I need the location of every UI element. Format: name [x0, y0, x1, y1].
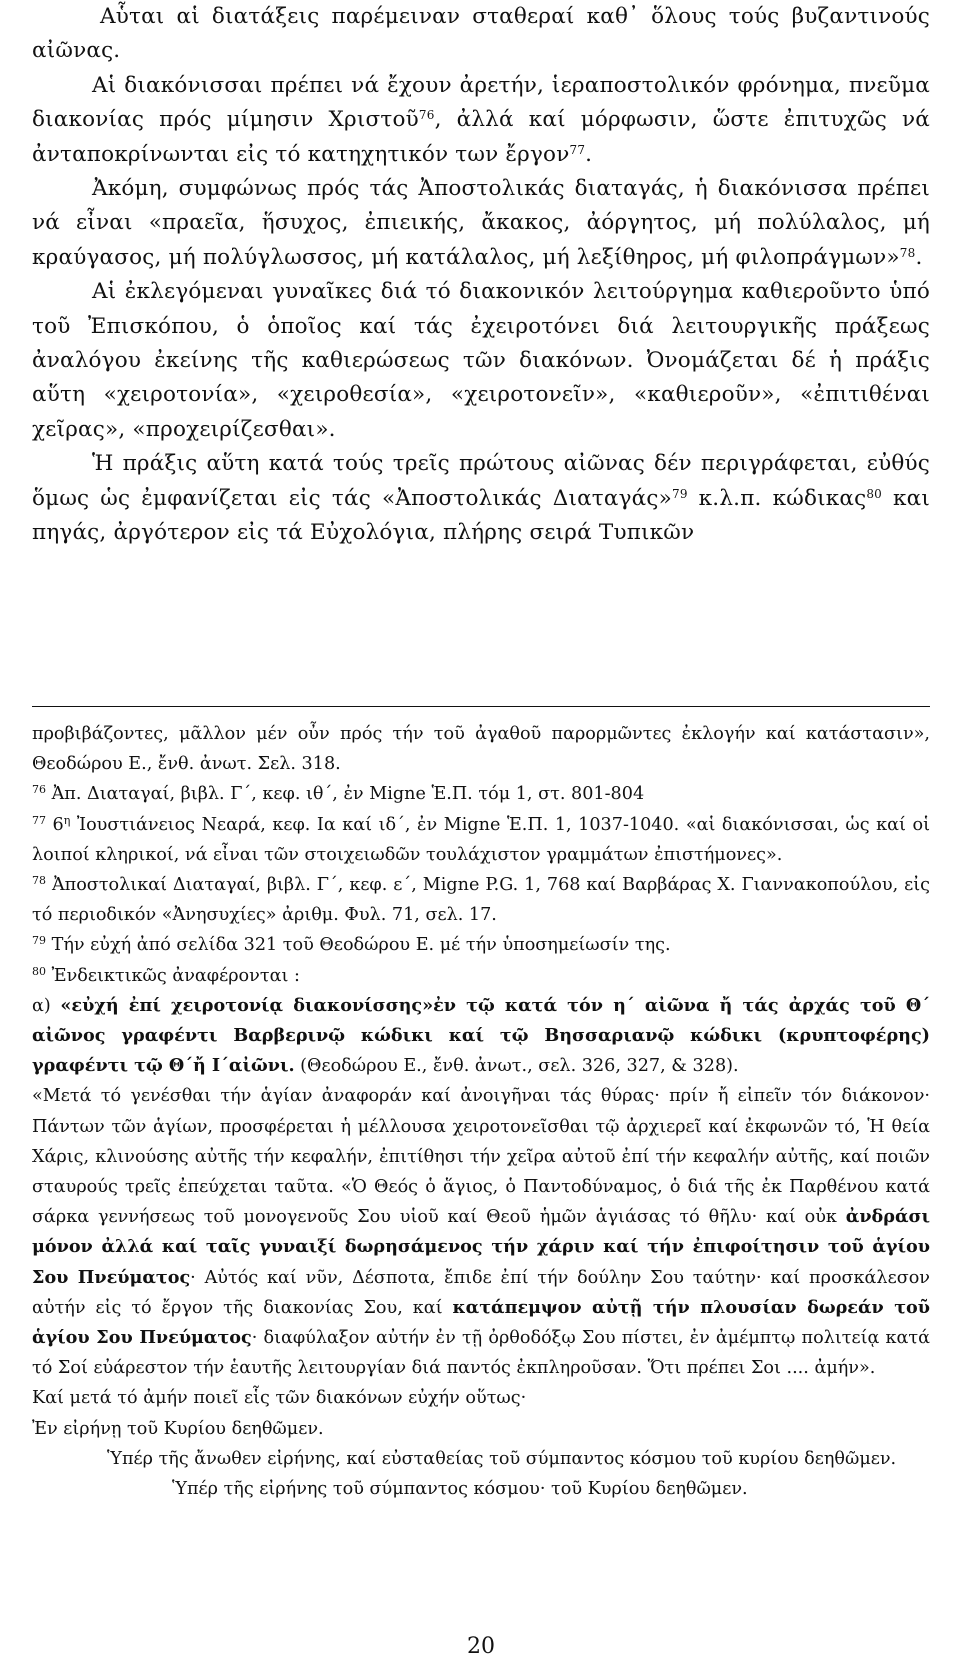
document-page [32, 0, 930, 1672]
footnote-77-number: 77 [32, 813, 46, 827]
prayer-bold-1: ἀνδράσι μόνον ἀλλά καί ταῖς γυναιξί δωρησάμενος τήν χάριν καί τήν ἐπιφοίτησιν τοῦ ἁγίου Σου Πνεύματος [32, 1206, 930, 1288]
paragraph-5-text-b: κ.λ.π. κώδικας [687, 485, 867, 511]
paragraph-4 [32, 275, 930, 447]
footnote-77-ordinal-sup: η [63, 813, 71, 827]
litany-line-3: Ὑπέρ τῆς ἄνωθεν εἰρήνης, καί εὐσταθείας τοῦ σύμπαντος κόσμου τοῦ κυρίου δεηθῶμεν. [107, 1448, 897, 1469]
footnote-79-number: 79 [32, 934, 46, 948]
paragraph-4-text: Αἱ ἐκλεγόμεναι γυναῖκες διά τό διακονικόν λειτούργημα καθιεροῦντο ὑπό τοῦ Ἐπισκόπου, ὁ ὁποῖος καί τάς ἐχειροτόνει διά λειτουργικῆς πράξεως ἀναλόγου ἐκείνης τῆς καθιερώσεως τῶν διακόνων. Ὀνομάζεται δέ ἡ πράξις αὕτη «χειροτονία», «χειροθεσία», «χειροτονεῖν», «καθιεροῦν», «ἐπιτιθέναι χεῖρας», «προχειρίζεσθαι». [32, 279, 930, 442]
main-text [32, 0, 930, 551]
paragraph-5-text-c: και πηγάς, ἀργότερον εἰς τά Εὐχολόγια, πλήρης σειρά Τυπικῶν [32, 485, 930, 546]
paragraph-2 [32, 69, 930, 172]
page-number: 20 [467, 1634, 495, 1659]
footnote-ref-79[interactable]: 79 [671, 486, 688, 501]
litany-line-4: Ὑπέρ τῆς εἰρήνης τοῦ σύμπαντος κόσμου· τοῦ Κυρίου δεηθῶμεν. [172, 1479, 748, 1500]
prayer-part-3: · διαφύλαξον αὐτήν ἐν τῇ ὀρθοδόξῳ Σου πίστει, ἐν ἀμέμπτῳ πολιτείᾳ κατά τό Σοί εὐάρεστον τήν ἑαυτῆς λειτουργίαν διά παντός ἐκπληροῦσαν. Ὅτι πρέπει Σοι .... ἀμήν». [32, 1328, 930, 1379]
litany-line-1: Καί μετά τό ἀμήν ποιεῖ εἷς τῶν διακόνων εὐχήν οὕτως· [32, 1388, 527, 1409]
footnote-76-number: 76 [32, 783, 46, 797]
paragraph-2-text-b: , ἀλλά καί μόρφωσιν, ὥστε ἐπιτυχῶς νά ἀνταποκρίνωνται εἰς τό κατηχητικόν των ἔργον [32, 107, 930, 167]
footnote-77-text: Ἰουστιάνειος Νεαρά, κεφ. Ια καί ιδ΄, ἐν Migne Ἑ.Π. 1, 1037-1040. «αἱ διακόνισσαι, ὡς καί οἱ λοιποί κληρικοί, νά εἶναι τῶν στοιχειωδῶν τουλάχιστον γραμμάτων ἐπιστήμονες». [32, 814, 930, 865]
footnote-76 [32, 779, 930, 809]
footnote-78 [32, 870, 930, 930]
paragraph-3 [32, 172, 930, 275]
footnote-80-item-a [32, 991, 930, 1082]
paragraph-3-text: Ἀκόμη, συμφώνως πρός τάς Ἀποστολικάς διαταγάς, ἡ διακόνισσα πρέπει νά εἶναι «πραεῖα, ἥσυχος, ἐπιεικής, ἄκακος, ἀόργητος, μή πολύλαλος, μή κραύγασος, μή πολύγλωσσος, μή κατάλαλος, μή λεξίθηρος, μή φιλοπράγμων» [32, 176, 930, 270]
prayer-bold-2: κατάπεμψον αὐτῇ τήν πλουσίαν δωρεάν τοῦ ἁγίου Σου Πνεύματος [32, 1296, 930, 1349]
footnote-80-text: Ἐνδεικτικῶς ἀναφέρονται : [46, 965, 300, 986]
footnote-80 [32, 961, 930, 991]
footnote-continuation: προβιβάζοντες, μᾶλλον μέν οὖν πρός τήν τοῦ ἀγαθοῦ παρορμῶντες ἐκλογήν καί κατάστασιν», Θεοδώρου Ε., ἔνθ. ἀνωτ. Σελ. 318. [32, 724, 930, 775]
paragraph-1-text: Αὗται αἱ διατάξεις παρέμειναν σταθεραί καθ᾽ ὅλους τούς βυζαντινούς αἰῶνας. [32, 4, 930, 64]
paragraph-5-text: Ἡ πράξις αὕτη κατά τούς τρεῖς πρώτους αἰῶνας δέν περιγράφεται, εὐθύς ὅμως ὡς ἐμφανίζεται εἰς τάς «Ἀποστολικάς Διαταγάς» [32, 451, 930, 511]
item-a-bold: «εὐχή ἐπί χειροτονίᾳ διακονίσσης»ἐν τῷ κατά τόν η΄ αἰῶνα ἤ τάς ἀρχάς τοῦ Θ΄ αἰῶνος γραφέντι Βαρβερινῷ κώδικι καί τῷ Βησσαριανῷ κώδικι (κρυπτοφέρης) γραφέντι τῷ Θ΄ἤ Ι΄αἰῶνι. [32, 994, 930, 1077]
footnote-79-text: Τήν εὐχή ἀπό σελίδα 321 τοῦ Θεοδώρου Ε. μέ τήν ὑποσημείωσίν της. [46, 935, 671, 956]
paragraph-5 [32, 447, 930, 550]
prayer-text [32, 1081, 930, 1383]
footnotes [32, 719, 930, 1504]
footnote-ref-80[interactable]: 80 [866, 486, 882, 501]
litany-line-2: Ἐν εἰρήνῃ τοῦ Κυρίου δεηθῶμεν. [32, 1418, 324, 1439]
prayer-part-1: «Μετά τό γενέσθαι τήν ἁγίαν ἀναφοράν καί ἀνοιγῆναι τάς θύρας· πρίν ἤ εἰπεῖν τόν διάκονον· Πάντων τῶν ἁγίων, προσφέρεται ἡ μέλλουσα χειροτονεῖσθαι τῷ ἀρχιερεῖ καί ἐκφωνῶν τό, Ἡ θεία Χάρις, κλινούσης αὐτῆς τήν κεφαλήν, ἐπιτίθησι τήν χεῖρα αὐτοῦ ἐπί τήν κεφαλήν αὐτῆς, καί ποιῶν σταυρούς τρεῖς ἐπεύχεται ταῦτα. «Ὁ Θεός ὁ ἅγιος, ὁ Παντοδύναμος, ὁ διά τῆς ἐκ Παρθένου κατά σάρκα γεννήσεως τοῦ μονογενοῦς Σου υἱοῦ καί Θεοῦ ἡμῶν ἁγιάσας τό θῆλυ· καί οὐκ [32, 1086, 930, 1228]
item-a-source: (Θεοδώρου Ε., ἔνθ. ἀνωτ., σελ. 326, 327, & 328). [294, 1056, 739, 1077]
paragraph-2-end: . [585, 141, 593, 167]
footnote-ref-78[interactable]: 78 [899, 245, 916, 260]
footnote-77-ordinal: 6 [46, 814, 64, 835]
footnote-ref-77[interactable]: 77 [569, 142, 586, 157]
footnote-78-text: Ἀποστολικαί Διαταγαί, βιβλ. Γ΄, κεφ. ε΄, Migne P.G. 1, 768 καί Βαρβάρας Χ. Γιαννακοπούλου, εἰς τό περιοδικόν «Ἀνησυχίες» ἀριθμ. Φυλ. 71, σελ. 17. [32, 875, 930, 926]
footnote-79 [32, 930, 930, 960]
footnote-76-text: Ἀπ. Διαταγαί, βιβλ. Γ΄, κεφ. ιθ΄, ἐν Migne Ἑ.Π. τόμ 1, στ. 801-804 [46, 784, 645, 805]
footnote-ref-76[interactable]: 76 [418, 108, 435, 123]
paragraph-1 [32, 0, 930, 69]
footnote-separator [32, 706, 930, 707]
item-a-label: α) [32, 995, 61, 1016]
footnote-80-number: 80 [32, 964, 46, 978]
prayer-part-2: · Αὐτός καί νῦν, Δέσποτα, ἔπιδε ἐπί τήν δούλην Σου ταύτην· καί προσκάλεσον αὐτήν εἰς τό ἔργον τῆς διακονίας Σου, καί [32, 1267, 930, 1318]
footnote-78-number: 78 [32, 874, 46, 888]
paragraph-3-end: . [915, 244, 923, 270]
footnote-77 [32, 810, 930, 870]
paragraph-2-text: Αἱ διακόνισσαι πρέπει νά ἔχουν ἀρετήν, ἱεραποστολικόν φρόνημα, πνεῦμα διακονίας πρός μίμησιν Χριστοῦ [32, 72, 930, 133]
